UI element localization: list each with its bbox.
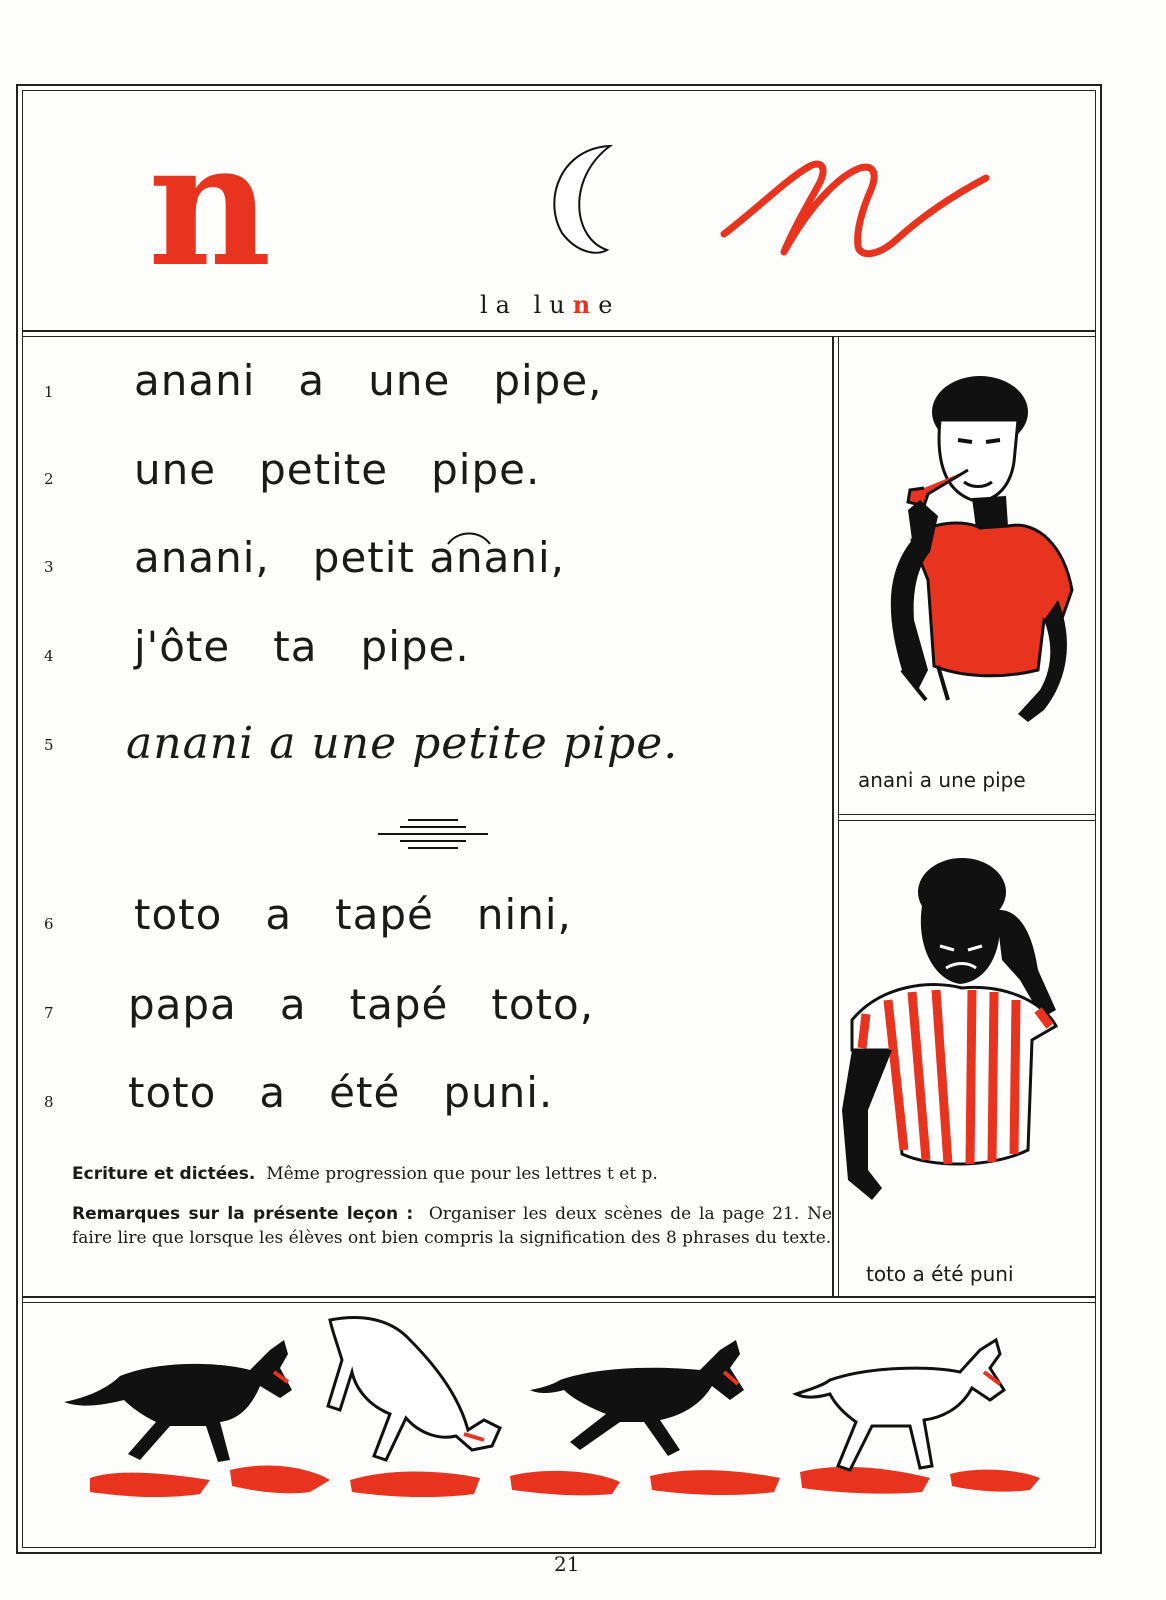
remarks-note	[72, 1202, 832, 1250]
moon-caption-end: e	[598, 291, 621, 319]
page-number: 21	[554, 1552, 580, 1576]
header-rule	[22, 330, 1096, 332]
punished-boy-illustration	[842, 850, 1072, 1220]
boy-with-pipe-illustration	[868, 370, 1078, 730]
line-number: 2	[44, 470, 54, 488]
column-divider	[832, 337, 834, 1297]
moon-caption	[480, 290, 620, 319]
footer-band-rule-thin	[22, 1302, 1096, 1303]
bottom-illustration-caption: toto a été puni	[866, 1262, 1014, 1286]
section-ornament	[378, 814, 488, 854]
line-number: 8	[44, 1093, 54, 1111]
line-number: 1	[44, 383, 54, 401]
header-rule-thin	[22, 336, 1096, 337]
line-number: 5	[44, 736, 54, 754]
footer-band-rule	[22, 1296, 1096, 1298]
line-number: 6	[44, 915, 54, 933]
illustration-divider-2	[838, 820, 1096, 821]
moon-caption-start: la lu	[480, 291, 573, 319]
reading-line: papa a tapé toto,	[128, 980, 595, 1029]
reading-line: j'ôte ta pipe.	[134, 622, 470, 671]
line-number: 7	[44, 1004, 54, 1022]
writing-note-text: Même progression que pour les lettres t et p.	[266, 1164, 658, 1184]
reading-line: anani a une pipe,	[134, 356, 603, 405]
line-number: 3	[44, 558, 54, 576]
print-letter-n: n	[148, 105, 272, 305]
cursive-letter-n	[718, 148, 998, 268]
column-divider-thin	[838, 337, 839, 1297]
goats-frieze-illustration	[60, 1310, 1070, 1530]
cursive-reading-line: anani a une petite pipe.	[126, 718, 679, 769]
reading-line: anani, petit anani,	[134, 533, 565, 582]
remarks-note-text: Organiser les deux scènes de la page 21. Ne faire lire que lorsque les élèves ont bien compris la signification des 8 phrases du texte.	[72, 1204, 833, 1248]
remarks-note-heading: Remarques sur la présente leçon :	[72, 1204, 414, 1224]
illustration-divider	[838, 814, 1096, 815]
writing-note-heading: Ecriture et dictées.	[72, 1164, 256, 1184]
liaison-mark	[446, 528, 492, 546]
line-number: 4	[44, 647, 54, 665]
moon-icon	[532, 138, 632, 258]
reading-line: toto a tapé nini,	[134, 890, 572, 939]
reading-line: une petite pipe.	[134, 445, 541, 494]
moon-caption-highlight: n	[572, 290, 599, 319]
writing-note	[72, 1162, 832, 1186]
reading-line: toto a été puni.	[128, 1068, 554, 1117]
top-illustration-caption: anani a une pipe	[858, 768, 1026, 792]
